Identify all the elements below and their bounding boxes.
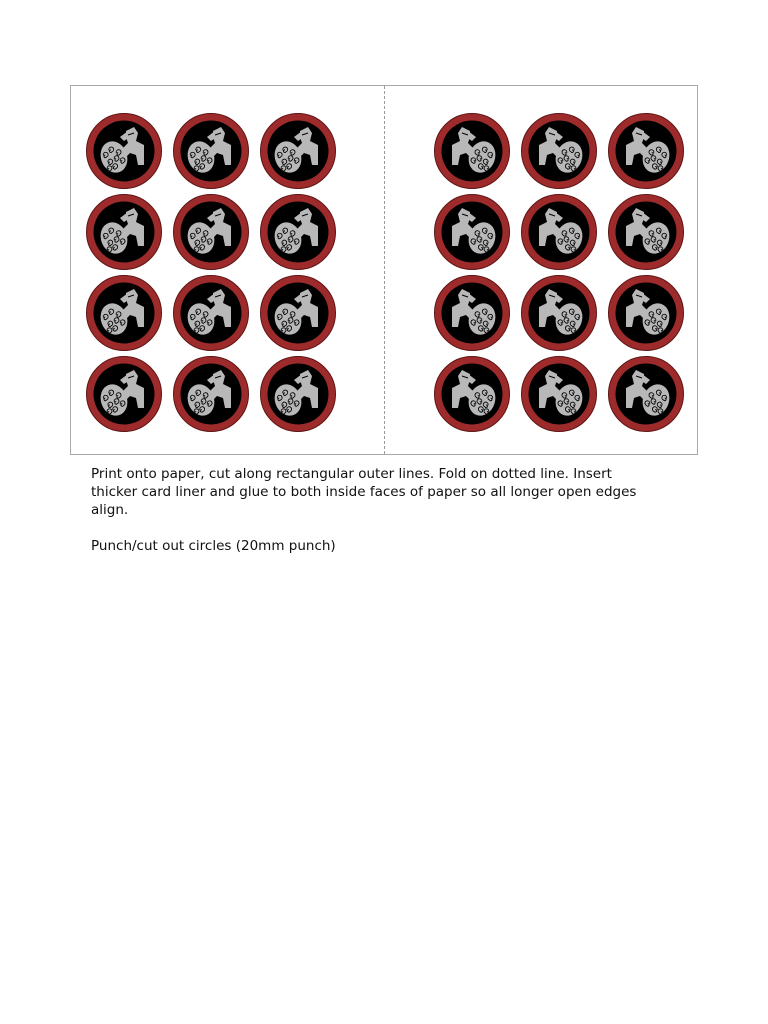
- print-sheet: [70, 85, 698, 455]
- token-disc-front-6: [259, 193, 337, 271]
- token-disc-front-2: [172, 112, 250, 190]
- token-disc-back-6: [607, 193, 685, 271]
- token-disc-back-5: [520, 193, 598, 271]
- creature-with-patterned-shell-icon: [85, 355, 163, 433]
- token-grid-front: [85, 112, 337, 433]
- creature-with-patterned-shell-icon: [520, 112, 598, 190]
- token-disc-back-11: [520, 355, 598, 433]
- token-disc-back-7: [433, 274, 511, 352]
- creature-with-patterned-shell-icon: [259, 274, 337, 352]
- creature-with-patterned-shell-icon: [520, 193, 598, 271]
- instructions: [91, 465, 651, 555]
- token-disc-front-3: [259, 112, 337, 190]
- creature-with-patterned-shell-icon: [85, 112, 163, 190]
- token-disc-back-4: [433, 193, 511, 271]
- creature-with-patterned-shell-icon: [85, 274, 163, 352]
- token-disc-back-8: [520, 274, 598, 352]
- creature-with-patterned-shell-icon: [172, 193, 250, 271]
- instruction-assembly: Print onto paper, cut along rectangular outer lines. Fold on dotted line. Insert thicker card liner and glue to both inside faces of paper so all longer open edges align.: [91, 466, 637, 518]
- token-disc-front-7: [85, 274, 163, 352]
- sheet-back-half: [385, 86, 699, 454]
- creature-with-patterned-shell-icon: [172, 112, 250, 190]
- creature-with-patterned-shell-icon: [259, 193, 337, 271]
- token-disc-front-5: [172, 193, 250, 271]
- creature-with-patterned-shell-icon: [172, 355, 250, 433]
- token-disc-front-9: [259, 274, 337, 352]
- creature-with-patterned-shell-icon: [259, 355, 337, 433]
- creature-with-patterned-shell-icon: [433, 355, 511, 433]
- creature-with-patterned-shell-icon: [607, 193, 685, 271]
- creature-with-patterned-shell-icon: [259, 112, 337, 190]
- token-disc-back-9: [607, 274, 685, 352]
- token-grid-back: [433, 112, 685, 433]
- token-disc-back-10: [433, 355, 511, 433]
- token-disc-back-1: [433, 112, 511, 190]
- creature-with-patterned-shell-icon: [85, 193, 163, 271]
- token-disc-front-11: [172, 355, 250, 433]
- creature-with-patterned-shell-icon: [607, 355, 685, 433]
- creature-with-patterned-shell-icon: [520, 274, 598, 352]
- token-disc-front-1: [85, 112, 163, 190]
- creature-with-patterned-shell-icon: [172, 274, 250, 352]
- token-disc-front-8: [172, 274, 250, 352]
- creature-with-patterned-shell-icon: [607, 112, 685, 190]
- token-disc-back-2: [520, 112, 598, 190]
- instruction-punch: Punch/cut out circles (20mm punch): [91, 538, 336, 554]
- creature-with-patterned-shell-icon: [607, 274, 685, 352]
- token-disc-front-10: [85, 355, 163, 433]
- token-disc-back-12: [607, 355, 685, 433]
- creature-with-patterned-shell-icon: [433, 193, 511, 271]
- token-disc-front-12: [259, 355, 337, 433]
- sheet-front-half: [71, 86, 385, 454]
- token-disc-back-3: [607, 112, 685, 190]
- token-disc-front-4: [85, 193, 163, 271]
- creature-with-patterned-shell-icon: [433, 112, 511, 190]
- creature-with-patterned-shell-icon: [520, 355, 598, 433]
- creature-with-patterned-shell-icon: [433, 274, 511, 352]
